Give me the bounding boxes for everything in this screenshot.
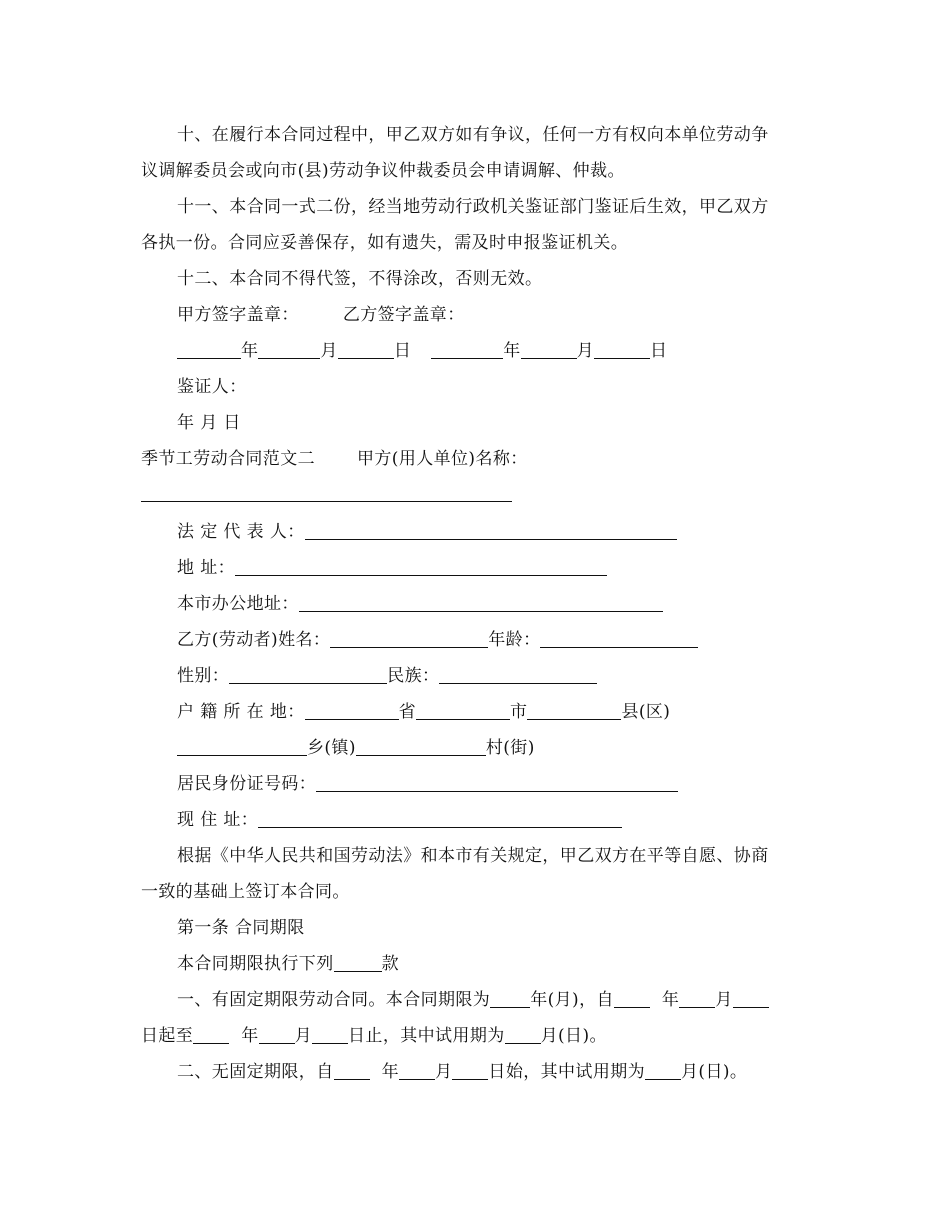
party-a-day-blank bbox=[338, 341, 394, 359]
from-day-blank bbox=[733, 990, 769, 1008]
legal-rep-label: 法 定 代 表 人： bbox=[177, 522, 305, 542]
province-blank bbox=[305, 702, 399, 720]
current-address-blank bbox=[258, 810, 622, 828]
gender-blank bbox=[229, 666, 387, 684]
address-label: 地 址： bbox=[177, 558, 236, 578]
office-address-label: 本市办公地址： bbox=[177, 594, 299, 614]
day-label: 日 bbox=[650, 341, 668, 361]
party-a-signature-label: 甲方签字盖章： bbox=[177, 305, 299, 325]
open-term-line bbox=[177, 1060, 747, 1084]
current-address-label: 现 住 址： bbox=[177, 810, 259, 830]
day-label: 日 bbox=[393, 341, 412, 361]
month-label: 月 bbox=[715, 990, 733, 1010]
village-label: 村(街) bbox=[485, 738, 535, 758]
clause-10-line2: 议调解委员会或向市(县)劳动争议仲裁委员会申请调解、仲裁。 bbox=[141, 161, 625, 181]
month-label: 月 bbox=[320, 341, 338, 361]
province-label: 省 bbox=[398, 702, 417, 722]
employer-name-label: 甲方(用人单位)名称： bbox=[357, 449, 528, 469]
county-blank bbox=[527, 702, 621, 720]
township-label: 乡(镇) bbox=[307, 738, 356, 758]
year-label: 年 bbox=[503, 341, 521, 361]
signature-line bbox=[177, 303, 465, 327]
address-blank bbox=[235, 558, 607, 576]
clause-10-line1: 十、在履行本合同过程中，甲乙双方如有争议，任何一方有权向本单位劳动争 bbox=[177, 125, 769, 145]
ethnicity-label: 民族： bbox=[387, 666, 440, 686]
city-label: 市 bbox=[510, 702, 528, 722]
party-b-day-blank bbox=[594, 341, 650, 359]
clause-11-line1: 十一、本合同一式二份，经当地劳动行政机关鉴证部门鉴证后生效，甲乙双方 bbox=[177, 197, 769, 217]
year-label: 年 bbox=[241, 341, 259, 361]
template2-title: 季节工劳动合同范文二 bbox=[141, 449, 315, 469]
from-year-blank bbox=[614, 990, 650, 1008]
age-blank bbox=[540, 630, 698, 648]
fixed-term-line1 bbox=[177, 988, 769, 1012]
article1-title: 第一条 合同期限 bbox=[177, 918, 305, 938]
township-line bbox=[177, 736, 535, 760]
year-label: 年 bbox=[661, 990, 680, 1010]
until-text: 日止，其中试用期为 bbox=[348, 1026, 505, 1046]
worker-name-line bbox=[177, 628, 698, 652]
id-number-label: 居民身份证号码： bbox=[177, 774, 317, 794]
probation-blank bbox=[505, 1026, 541, 1044]
from-to-text: 日起至 bbox=[141, 1026, 194, 1046]
template2-heading-line bbox=[141, 447, 528, 471]
employer-name-blank bbox=[141, 501, 512, 502]
legal-rep-blank bbox=[305, 522, 677, 540]
witness-label: 鉴证人： bbox=[177, 377, 247, 397]
term-select-label: 本合同期限执行下列 bbox=[177, 954, 334, 974]
year-label: 年 bbox=[381, 1062, 400, 1082]
signature-date-line bbox=[177, 339, 667, 363]
fixed-term-text: 一、有固定期限劳动合同。本合同期限为 bbox=[177, 990, 491, 1010]
open-term-text: 二、无固定期限，自 bbox=[177, 1062, 334, 1082]
office-address-line bbox=[177, 592, 663, 616]
legal-rep-line bbox=[177, 520, 677, 544]
term-select-line bbox=[177, 952, 399, 976]
probation-unit: 月(日)。 bbox=[540, 1026, 607, 1046]
age-label: 年龄： bbox=[488, 630, 541, 650]
office-address-blank bbox=[299, 594, 663, 612]
fixed-term-line2 bbox=[141, 1024, 607, 1048]
open-probation-blank bbox=[645, 1062, 681, 1080]
party-b-month-blank bbox=[521, 341, 577, 359]
term-length-blank bbox=[490, 990, 530, 1008]
ethnicity-blank bbox=[439, 666, 597, 684]
county-label: 县(区) bbox=[621, 702, 671, 722]
preamble-line1: 根据《中华人民共和国劳动法》和本市有关规定，甲乙双方在平等自愿、协商 bbox=[177, 846, 769, 866]
open-from-month-blank bbox=[399, 1062, 435, 1080]
open-from-day-blank bbox=[452, 1062, 488, 1080]
household-line bbox=[177, 700, 670, 724]
worker-name-label: 乙方(劳动者)姓名： bbox=[177, 630, 331, 650]
preamble-line2: 一致的基础上签订本合同。 bbox=[141, 882, 350, 902]
start-text: 日始，其中试用期为 bbox=[488, 1062, 646, 1082]
party-a-year-blank bbox=[177, 341, 241, 359]
party-b-year-blank bbox=[431, 341, 503, 359]
id-number-line bbox=[177, 772, 678, 796]
household-label: 户 籍 所 在 地： bbox=[177, 702, 305, 722]
party-b-signature-label: 乙方签字盖章： bbox=[342, 305, 465, 325]
term-unit: 年(月) bbox=[530, 990, 580, 1010]
to-year-blank bbox=[193, 1026, 229, 1044]
open-probation-unit: 月(日)。 bbox=[681, 1062, 748, 1082]
village-blank bbox=[356, 738, 486, 756]
month-label: 月 bbox=[294, 1026, 313, 1046]
current-address-line bbox=[177, 808, 622, 832]
address-line bbox=[177, 556, 607, 580]
to-month-blank bbox=[259, 1026, 295, 1044]
term-select-suffix: 款 bbox=[381, 954, 400, 974]
year-label: 年 bbox=[241, 1026, 259, 1046]
from-month-blank bbox=[679, 990, 715, 1008]
to-day-blank bbox=[312, 1026, 348, 1044]
id-number-blank bbox=[316, 774, 678, 792]
term-select-blank bbox=[334, 954, 382, 972]
worker-name-blank bbox=[330, 630, 488, 648]
township-blank bbox=[177, 738, 307, 756]
clause-11-line2: 各执一份。合同应妥善保存，如有遗失，需及时申报鉴证机关。 bbox=[141, 233, 629, 253]
from-text: ，自 bbox=[579, 990, 614, 1010]
open-from-year-blank bbox=[334, 1062, 370, 1080]
month-label: 月 bbox=[576, 341, 595, 361]
gender-label: 性别： bbox=[177, 666, 230, 686]
clause-12: 十二、本合同不得代签，不得涂改，否则无效。 bbox=[177, 269, 543, 289]
witness-date: 年 月 日 bbox=[177, 413, 241, 433]
gender-line bbox=[177, 664, 597, 688]
city-blank bbox=[416, 702, 510, 720]
month-label: 月 bbox=[435, 1062, 453, 1082]
party-a-month-blank bbox=[258, 341, 320, 359]
